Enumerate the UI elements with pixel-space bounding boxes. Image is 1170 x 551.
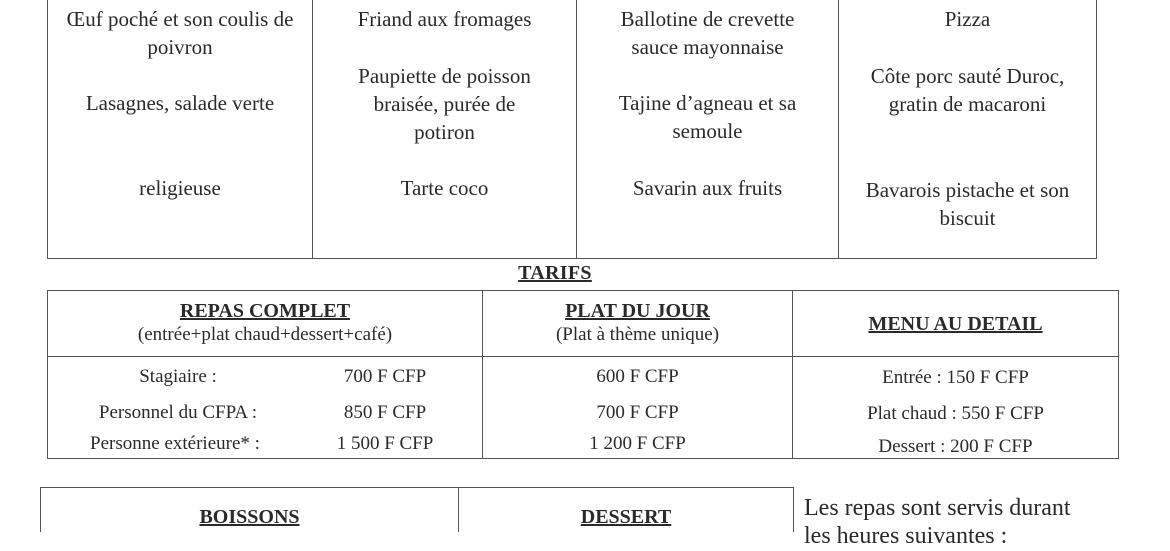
menu-au-detail-header — [793, 312, 1118, 336]
menu-day-column — [48, 0, 312, 258]
menu-entree: Œuf poché et son coulis de poivron — [66, 7, 294, 59]
repas-complet-header — [48, 299, 482, 347]
plat-du-jour-subtitle: (Plat à thème unique) — [555, 324, 720, 345]
menu-plat: Paupiette de poisson braisée, purée de potiron — [358, 64, 531, 144]
menu-table-bottom-border — [47, 258, 1097, 259]
menu-entree: Ballotine de crevette sauce mayonnaise — [620, 7, 795, 59]
menu-dessert: Bavarois pistache et son biscuit — [865, 178, 1070, 230]
tarif-label: Personne extérieure* : — [90, 433, 260, 454]
menu-detail-item: Dessert : 200 F CFP — [878, 436, 1033, 457]
menu-detail-item: Entrée : 150 F CFP — [882, 367, 1029, 388]
menu-day-column — [577, 0, 838, 258]
tarif-price: 700 F CFP — [343, 366, 427, 387]
menu-entree: Friand aux fromages — [357, 7, 532, 31]
service-hours-note-line2: les heures suivantes : — [804, 523, 1008, 549]
tarifs-table-right-border — [1118, 290, 1119, 459]
plat-du-jour-price: 1 200 F CFP — [589, 433, 686, 454]
tarif-price: 850 F CFP — [343, 402, 427, 423]
plat-du-jour-header — [483, 299, 792, 347]
dessert-title: DESSERT — [580, 506, 672, 528]
menu-dessert: Savarin aux fruits — [632, 176, 783, 200]
tarif-label: Personnel du CFPA : — [98, 402, 258, 423]
menu-detail-item: Plat chaud : 550 F CFP — [867, 403, 1044, 424]
menu-plat: Lasagnes, salade verte — [85, 91, 275, 115]
menu-day-column — [839, 0, 1096, 258]
menu-day-column — [313, 0, 576, 258]
menu-dessert: religieuse — [139, 176, 221, 200]
bottom-table-top-border — [40, 487, 794, 488]
menu-entree: Pizza — [944, 7, 991, 31]
tarif-label: Stagiaire : — [139, 366, 217, 387]
plat-du-jour-price: 700 F CFP — [596, 402, 679, 423]
menu-plat: Tajine d’agneau et sa semoule — [618, 91, 797, 143]
repas-complet-title: REPAS COMPLET — [179, 300, 351, 322]
menu-au-detail-title: MENU AU DETAIL — [868, 313, 1043, 335]
tarifs-header-divider — [47, 356, 1119, 357]
tarifs-title — [0, 262, 1170, 285]
tarif-price: 1 500 F CFP — [336, 433, 434, 454]
menu-dessert: Tarte coco — [400, 176, 489, 200]
tarifs-title-text: TARIFS — [518, 262, 592, 284]
menu-plat: Côte porc sauté Duroc, gratin de macaroni — [870, 64, 1065, 116]
plat-du-jour-title: PLAT DU JOUR — [565, 300, 710, 322]
tarifs-table-top-border — [47, 290, 1119, 291]
bottom-table-right-border — [793, 487, 794, 532]
plat-du-jour-price: 600 F CFP — [596, 366, 679, 387]
menu-table-right-border — [1096, 0, 1097, 259]
service-hours-note-line1: Les repas sont servis durant — [804, 495, 1071, 521]
boissons-title: BOISSONS — [199, 506, 300, 528]
repas-complet-subtitle: (entrée+plat chaud+dessert+café) — [137, 324, 393, 345]
